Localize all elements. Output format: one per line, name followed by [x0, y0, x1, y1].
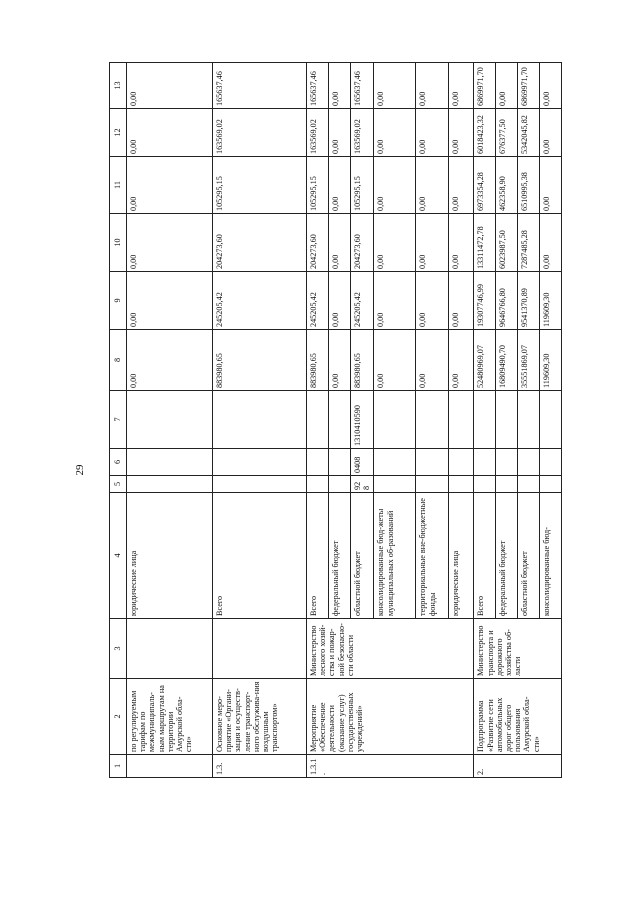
year-amount: 119609,30 — [540, 272, 562, 330]
grbs-code — [540, 476, 562, 493]
grbs-code: 928 — [351, 476, 374, 493]
year-amount: 204273,60 — [307, 214, 329, 272]
section-code — [518, 449, 540, 476]
year-amount: 0,00 — [374, 214, 416, 272]
year-amount: 0,00 — [540, 214, 562, 272]
target-article-code — [416, 391, 449, 449]
year-amount: 105295,15 — [307, 157, 329, 214]
table-row — [213, 63, 307, 778]
year-amount: 0,00 — [449, 272, 474, 330]
column-number: 5 — [110, 476, 127, 493]
total-amount: 883980,65 — [307, 330, 329, 391]
total-amount: 52480969,07 — [474, 330, 496, 391]
year-amount: 0,00 — [127, 63, 213, 109]
funding-source: Всего — [474, 493, 496, 619]
target-article-code — [127, 391, 213, 449]
row-number: 1.3. — [213, 755, 307, 778]
grbs-code — [127, 476, 213, 493]
column-number-row — [110, 63, 127, 778]
grbs-code — [213, 476, 307, 493]
year-amount: 245205,42 — [213, 272, 307, 330]
target-article-code — [449, 391, 474, 449]
year-amount: 105295,15 — [351, 157, 374, 214]
budget-table-rotated — [109, 63, 581, 778]
year-amount: 163569,02 — [351, 109, 374, 157]
funding-source: консолидированные бюд- — [540, 493, 562, 619]
table-row — [474, 63, 496, 778]
total-amount: 119609,30 — [540, 330, 562, 391]
target-article-code — [518, 391, 540, 449]
funding-source: Всего — [307, 493, 329, 619]
column-number: 7 — [110, 391, 127, 449]
table-row — [127, 63, 213, 778]
year-amount: 204273,60 — [351, 214, 374, 272]
year-amount: 165637,46 — [307, 63, 329, 109]
page-number: 29 — [74, 464, 86, 476]
year-amount: 0,00 — [449, 157, 474, 214]
column-number: 9 — [110, 272, 127, 330]
year-amount: 0,00 — [496, 63, 518, 109]
column-number: 13 — [110, 63, 127, 109]
target-article-code — [374, 391, 416, 449]
year-amount: 13311472,78 — [474, 214, 496, 272]
column-number: 8 — [110, 330, 127, 391]
section-code — [449, 449, 474, 476]
total-amount: 883980,65 — [351, 330, 374, 391]
funding-source: федеральный бюджет — [329, 493, 351, 619]
year-amount: 676377,50 — [496, 109, 518, 157]
funding-source: областной бюджет — [518, 493, 540, 619]
total-amount: 0,00 — [416, 330, 449, 391]
responsible-body: Министерство лесного хозяй-ства и пожар-ной безопасно-сти области — [307, 619, 474, 679]
year-amount: 6018423,32 — [474, 109, 496, 157]
year-amount: 0,00 — [449, 63, 474, 109]
year-amount: 0,00 — [374, 272, 416, 330]
year-amount: 163569,02 — [213, 109, 307, 157]
year-amount: 0,00 — [416, 63, 449, 109]
responsible-body — [213, 619, 307, 679]
responsible-body: Министерство транспорта и дорожного хозяйства об-ласти — [474, 619, 562, 679]
year-amount: 19307746,99 — [474, 272, 496, 330]
total-amount: 35551869,07 — [518, 330, 540, 391]
year-amount: 0,00 — [127, 109, 213, 157]
year-amount: 204273,60 — [213, 214, 307, 272]
section-code — [540, 449, 562, 476]
year-amount: 0,00 — [374, 63, 416, 109]
year-amount: 7287485,28 — [518, 214, 540, 272]
target-article-code — [474, 391, 496, 449]
section-code: 0408 — [351, 449, 374, 476]
funding-source: юридические лица — [449, 493, 474, 619]
column-number: 11 — [110, 157, 127, 214]
grbs-code — [496, 476, 518, 493]
year-amount: 9646766,80 — [496, 272, 518, 330]
grbs-code — [449, 476, 474, 493]
year-amount: 245205,42 — [351, 272, 374, 330]
table-row — [307, 63, 329, 778]
target-article-code — [213, 391, 307, 449]
year-amount: 0,00 — [329, 214, 351, 272]
target-article-code — [329, 391, 351, 449]
year-amount: 0,00 — [329, 109, 351, 157]
year-amount: 6023987,50 — [496, 214, 518, 272]
funding-source: областной бюджет — [351, 493, 374, 619]
year-amount: 0,00 — [127, 214, 213, 272]
column-number: 6 — [110, 449, 127, 476]
responsible-body — [127, 619, 213, 679]
row-number — [127, 755, 213, 778]
target-article-code — [496, 391, 518, 449]
year-amount: 0,00 — [374, 109, 416, 157]
row-number: 1.3.1. — [307, 755, 474, 778]
item-name: Подпрограмма «Развитие сети автомобильных дорог общего пользования Амурской обла-сти» — [474, 679, 562, 755]
grbs-code — [329, 476, 351, 493]
funding-source: федеральный бюджет — [496, 493, 518, 619]
grbs-code — [474, 476, 496, 493]
item-name: Основное меро-приятие «Органи-зация и осуществ-ление транспорт-ного обслужива-ния воздушным транспортом» — [213, 679, 307, 755]
year-amount: 165637,46 — [213, 63, 307, 109]
year-amount: 0,00 — [540, 109, 562, 157]
target-article-code: 1310410590 — [351, 391, 374, 449]
budget-table — [109, 62, 562, 778]
target-article-code — [307, 391, 329, 449]
year-amount: 462358,90 — [496, 157, 518, 214]
year-amount: 6510995,38 — [518, 157, 540, 214]
year-amount: 0,00 — [416, 214, 449, 272]
total-amount: 0,00 — [329, 330, 351, 391]
grbs-code — [518, 476, 540, 493]
funding-source: территориальные вне-бюджетные фонды — [416, 493, 449, 619]
column-number: 12 — [110, 109, 127, 157]
grbs-code — [416, 476, 449, 493]
item-name: Мероприятие «Обеспечение деятельности (оказание услуг) государственных учреждений» — [307, 679, 474, 755]
year-amount: 0,00 — [329, 272, 351, 330]
year-amount: 0,00 — [329, 157, 351, 214]
total-amount: 0,00 — [449, 330, 474, 391]
year-amount: 0,00 — [540, 63, 562, 109]
column-number: 2 — [110, 679, 127, 755]
year-amount: 6973354,28 — [474, 157, 496, 214]
section-code — [496, 449, 518, 476]
section-code — [307, 449, 329, 476]
year-amount: 0,00 — [449, 109, 474, 157]
total-amount: 883980,65 — [213, 330, 307, 391]
year-amount: 0,00 — [416, 272, 449, 330]
funding-source: консолидированные бюд-жеты муниципальных об-разований — [374, 493, 416, 619]
year-amount: 0,00 — [449, 214, 474, 272]
funding-source: юридические лица — [127, 493, 213, 619]
grbs-code — [307, 476, 329, 493]
section-code — [374, 449, 416, 476]
section-code — [213, 449, 307, 476]
section-code — [416, 449, 449, 476]
year-amount: 105295,15 — [213, 157, 307, 214]
year-amount: 5342045,82 — [518, 109, 540, 157]
item-name: по регулируемым тарифам по межмуниципаль-ным маршрутам на территории Амурской обла-сти» — [127, 679, 213, 755]
target-article-code — [540, 391, 562, 449]
year-amount: 165637,46 — [351, 63, 374, 109]
year-amount: 0,00 — [374, 157, 416, 214]
year-amount: 0,00 — [416, 109, 449, 157]
grbs-code — [374, 476, 416, 493]
year-amount: 6869971,70 — [518, 63, 540, 109]
year-amount: 9541370,89 — [518, 272, 540, 330]
total-amount: 0,00 — [374, 330, 416, 391]
total-amount: 0,00 — [127, 330, 213, 391]
year-amount: 0,00 — [416, 157, 449, 214]
column-number: 3 — [110, 619, 127, 679]
section-code — [329, 449, 351, 476]
column-number: 10 — [110, 214, 127, 272]
year-amount: 163569,02 — [307, 109, 329, 157]
row-number: 2. — [474, 755, 562, 778]
section-code — [127, 449, 213, 476]
year-amount: 6869971,70 — [474, 63, 496, 109]
year-amount: 0,00 — [127, 272, 213, 330]
column-number: 4 — [110, 493, 127, 619]
year-amount: 0,00 — [127, 157, 213, 214]
total-amount: 16809490,70 — [496, 330, 518, 391]
year-amount: 245205,42 — [307, 272, 329, 330]
year-amount: 0,00 — [329, 63, 351, 109]
funding-source: Всего — [213, 493, 307, 619]
section-code — [474, 449, 496, 476]
column-number: 1 — [110, 755, 127, 778]
year-amount: 0,00 — [540, 157, 562, 214]
